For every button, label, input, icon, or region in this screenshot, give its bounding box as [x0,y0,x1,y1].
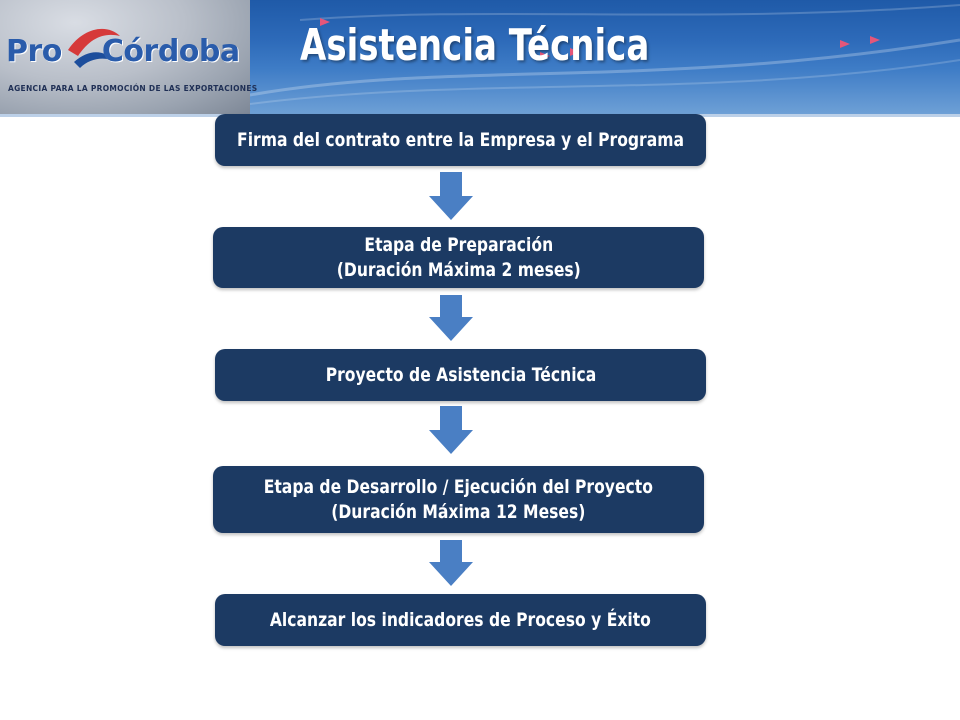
step-text-line-1: Etapa de Preparación [364,233,553,256]
logo [0,0,258,114]
down-arrow-icon [429,540,473,586]
step-text: Proyecto de Asistencia Técnica [325,363,596,386]
step-text-line-1: Etapa de Desarrollo / Ejecución del Proyecto [263,475,654,498]
logo-wordmark [6,34,240,69]
slide-header [0,0,960,114]
step-text: Alcanzar los indicadores de Proceso y Éxito [269,608,652,631]
down-arrow-icon [429,295,473,341]
step-text-line-2: (Duración Máxima 12 Meses) [331,500,586,523]
flow-step-development-execution [213,466,704,533]
logo-text-left: Pro [6,34,62,69]
step-text-line-2: (Duración Máxima 2 meses) [336,258,581,281]
down-arrow-icon [429,406,473,454]
slide-title: Asistencia Técnica [300,20,650,71]
step-text: Firma del contrato entre la Empresa y el Programa [237,128,684,151]
flow-step-technical-assistance-project [215,349,706,401]
flow-step-achieve-indicators [215,594,706,646]
flow-step-preparation [213,227,704,288]
down-arrow-icon [429,172,473,220]
logo-text-right: Córdoba [101,34,240,69]
flow-step-contract-signing [215,114,706,166]
logo-tagline: AGENCIA PARA LA PROMOCIÓN DE LAS EXPORTACIONES [8,84,258,93]
